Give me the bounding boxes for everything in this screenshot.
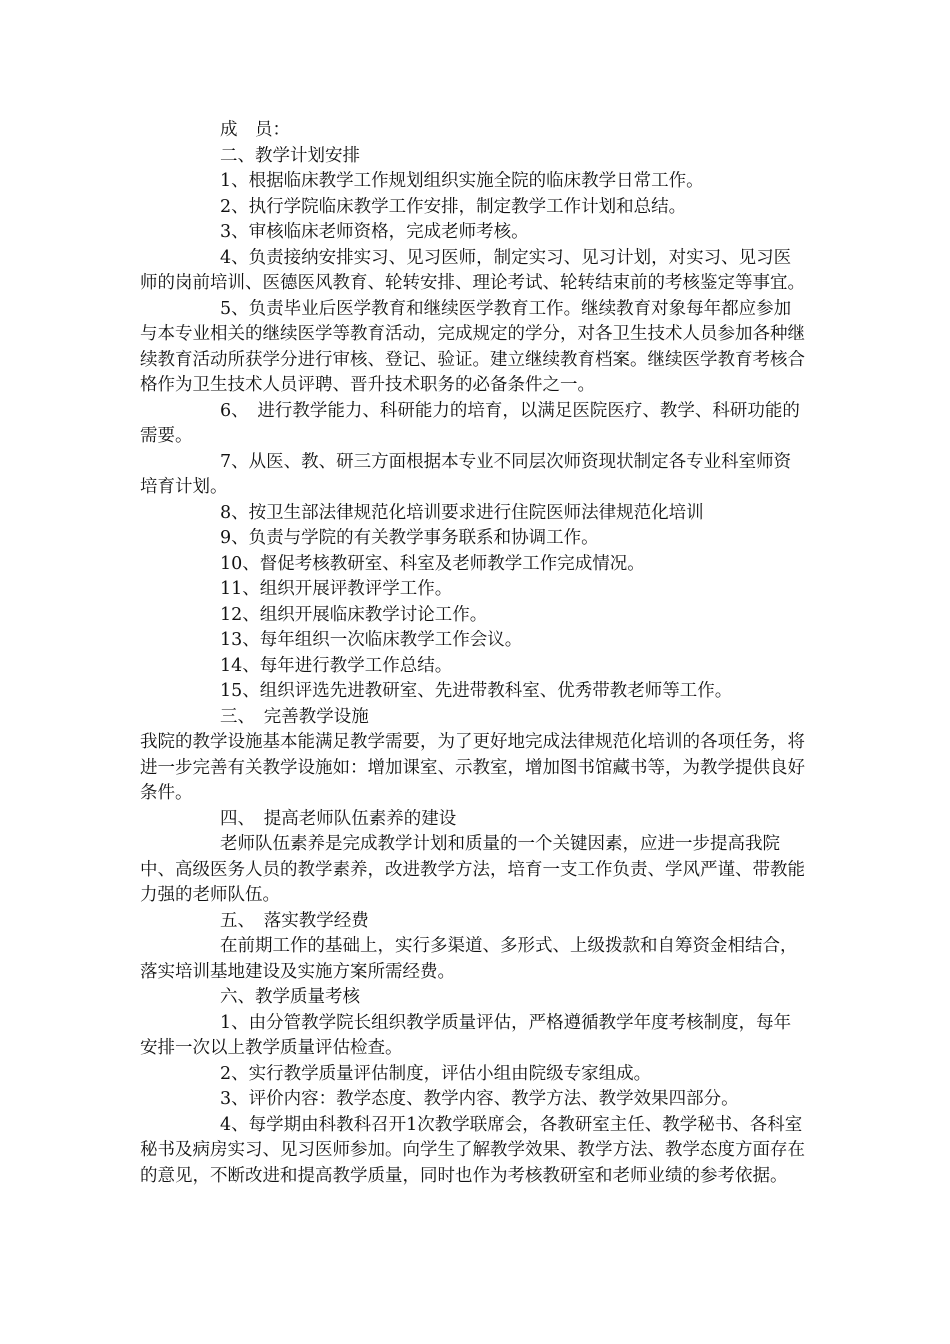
paragraph: 10、督促考核教研室、科室及老师教学工作完成情况。 (220, 553, 645, 574)
paragraph: 2、执行学院临床教学工作安排，制定教学工作计划和总结。 (220, 196, 687, 217)
paragraph: 6、 进行教学能力、科研能力的培育，以满足医院医疗、教学、科研功能的需要。 (140, 400, 800, 446)
paragraph: 我院的教学设施基本能满足教学需要，为了更好地完成法律规范化培训的各项任务，将进一步完善有关教学设施如：增加课室、示教室，增加图书馆藏书等，为教学提供良好条件。 (140, 732, 805, 803)
section-heading: 五、 落实教学经费 (220, 910, 369, 931)
paragraph: 15、组织评选先进教研室、先进带教科室、优秀带教老师等工作。 (220, 681, 733, 701)
paragraph: 老师队伍素养是完成教学计划和质量的一个关键因素，应进一步提高我院中、高级医务人员的教学素养，改进教学方法，培育一支工作负责、学风严谨、带教能力强的老师队伍。 (140, 834, 805, 905)
paragraph: 12、组织开展临床教学讨论工作。 (220, 604, 488, 625)
section-heading: 三、 完善教学设施 (220, 706, 369, 727)
paragraph: 4、负责接纳安排实习、见习医师，制定实习、见习计划，对实习、见习医师的岗前培训、医德医风教育、轮转安排、理论考试、轮转结束前的考核鉴定等事宜。 (140, 247, 805, 293)
section-heading: 二、教学计划安排 (220, 145, 360, 166)
paragraph: 13、每年组织一次临床教学工作会议。 (220, 630, 523, 650)
members-line: 成 员： (220, 120, 290, 140)
paragraph: 2、实行教学质量评估制度，评估小组由院级专家组成。 (220, 1063, 652, 1084)
paragraph: 在前期工作的基础上，实行多渠道、多形式、上级拨款和自筹资金相结合，落实培训基地建设及实施方案所需经费。 (140, 936, 798, 982)
paragraph: 5、负责毕业后医学教育和继续医学教育工作。继续教育对象每年都应参加与本专业相关的继续医学等教育活动，完成规定的学分，对各卫生技术人员参加各种继续教育活动所获学分进行审核、登记、验证。建立继续教育档案。继续医学教育考核合格作为卫生技术人员评聘、晋升技术职务的必备条件之一。 (140, 298, 805, 395)
paragraph: 9、负责与学院的有关教学事务联系和协调工作。 (220, 528, 599, 548)
paragraph: 4、每学期由科教科召开1次教学联席会，各教研室主任、教学秘书、各科室秘书及病房实习、见习医师参加。向学生了解教学效果、教学方法、教学态度方面存在的意见，不断改进和提高教学质量，同时也作为考核教研室和老师业绩的参考依据。 (140, 1114, 805, 1186)
paragraph: 14、每年进行教学工作总结。 (220, 655, 453, 676)
paragraph: 1、由分管教学院长组织教学质量评估，严格遵循教学年度考核制度，每年安排一次以上教学质量评估检查。 (140, 1012, 792, 1058)
paragraph: 3、评价内容：教学态度、教学内容、教学方法、教学效果四部分。 (220, 1089, 739, 1109)
document-body (140, 118, 808, 1189)
section-heading: 四、 提高老师队伍素养的建设 (220, 808, 457, 829)
paragraph: 1、根据临床教学工作规划组织实施全院的临床教学日常工作。 (220, 171, 704, 191)
paragraph: 7、从医、教、研三方面根据本专业不同层次师资现状制定各专业科室师资培育计划。 (140, 451, 792, 497)
paragraph: 8、按卫生部法律规范化培训要求进行住院医师法律规范化培训 (220, 502, 704, 523)
section-heading: 六、教学质量考核 (220, 987, 360, 1007)
paragraph: 11、组织开展评教评学工作。 (220, 579, 453, 599)
paragraph: 3、审核临床老师资格，完成老师考核。 (220, 222, 529, 242)
